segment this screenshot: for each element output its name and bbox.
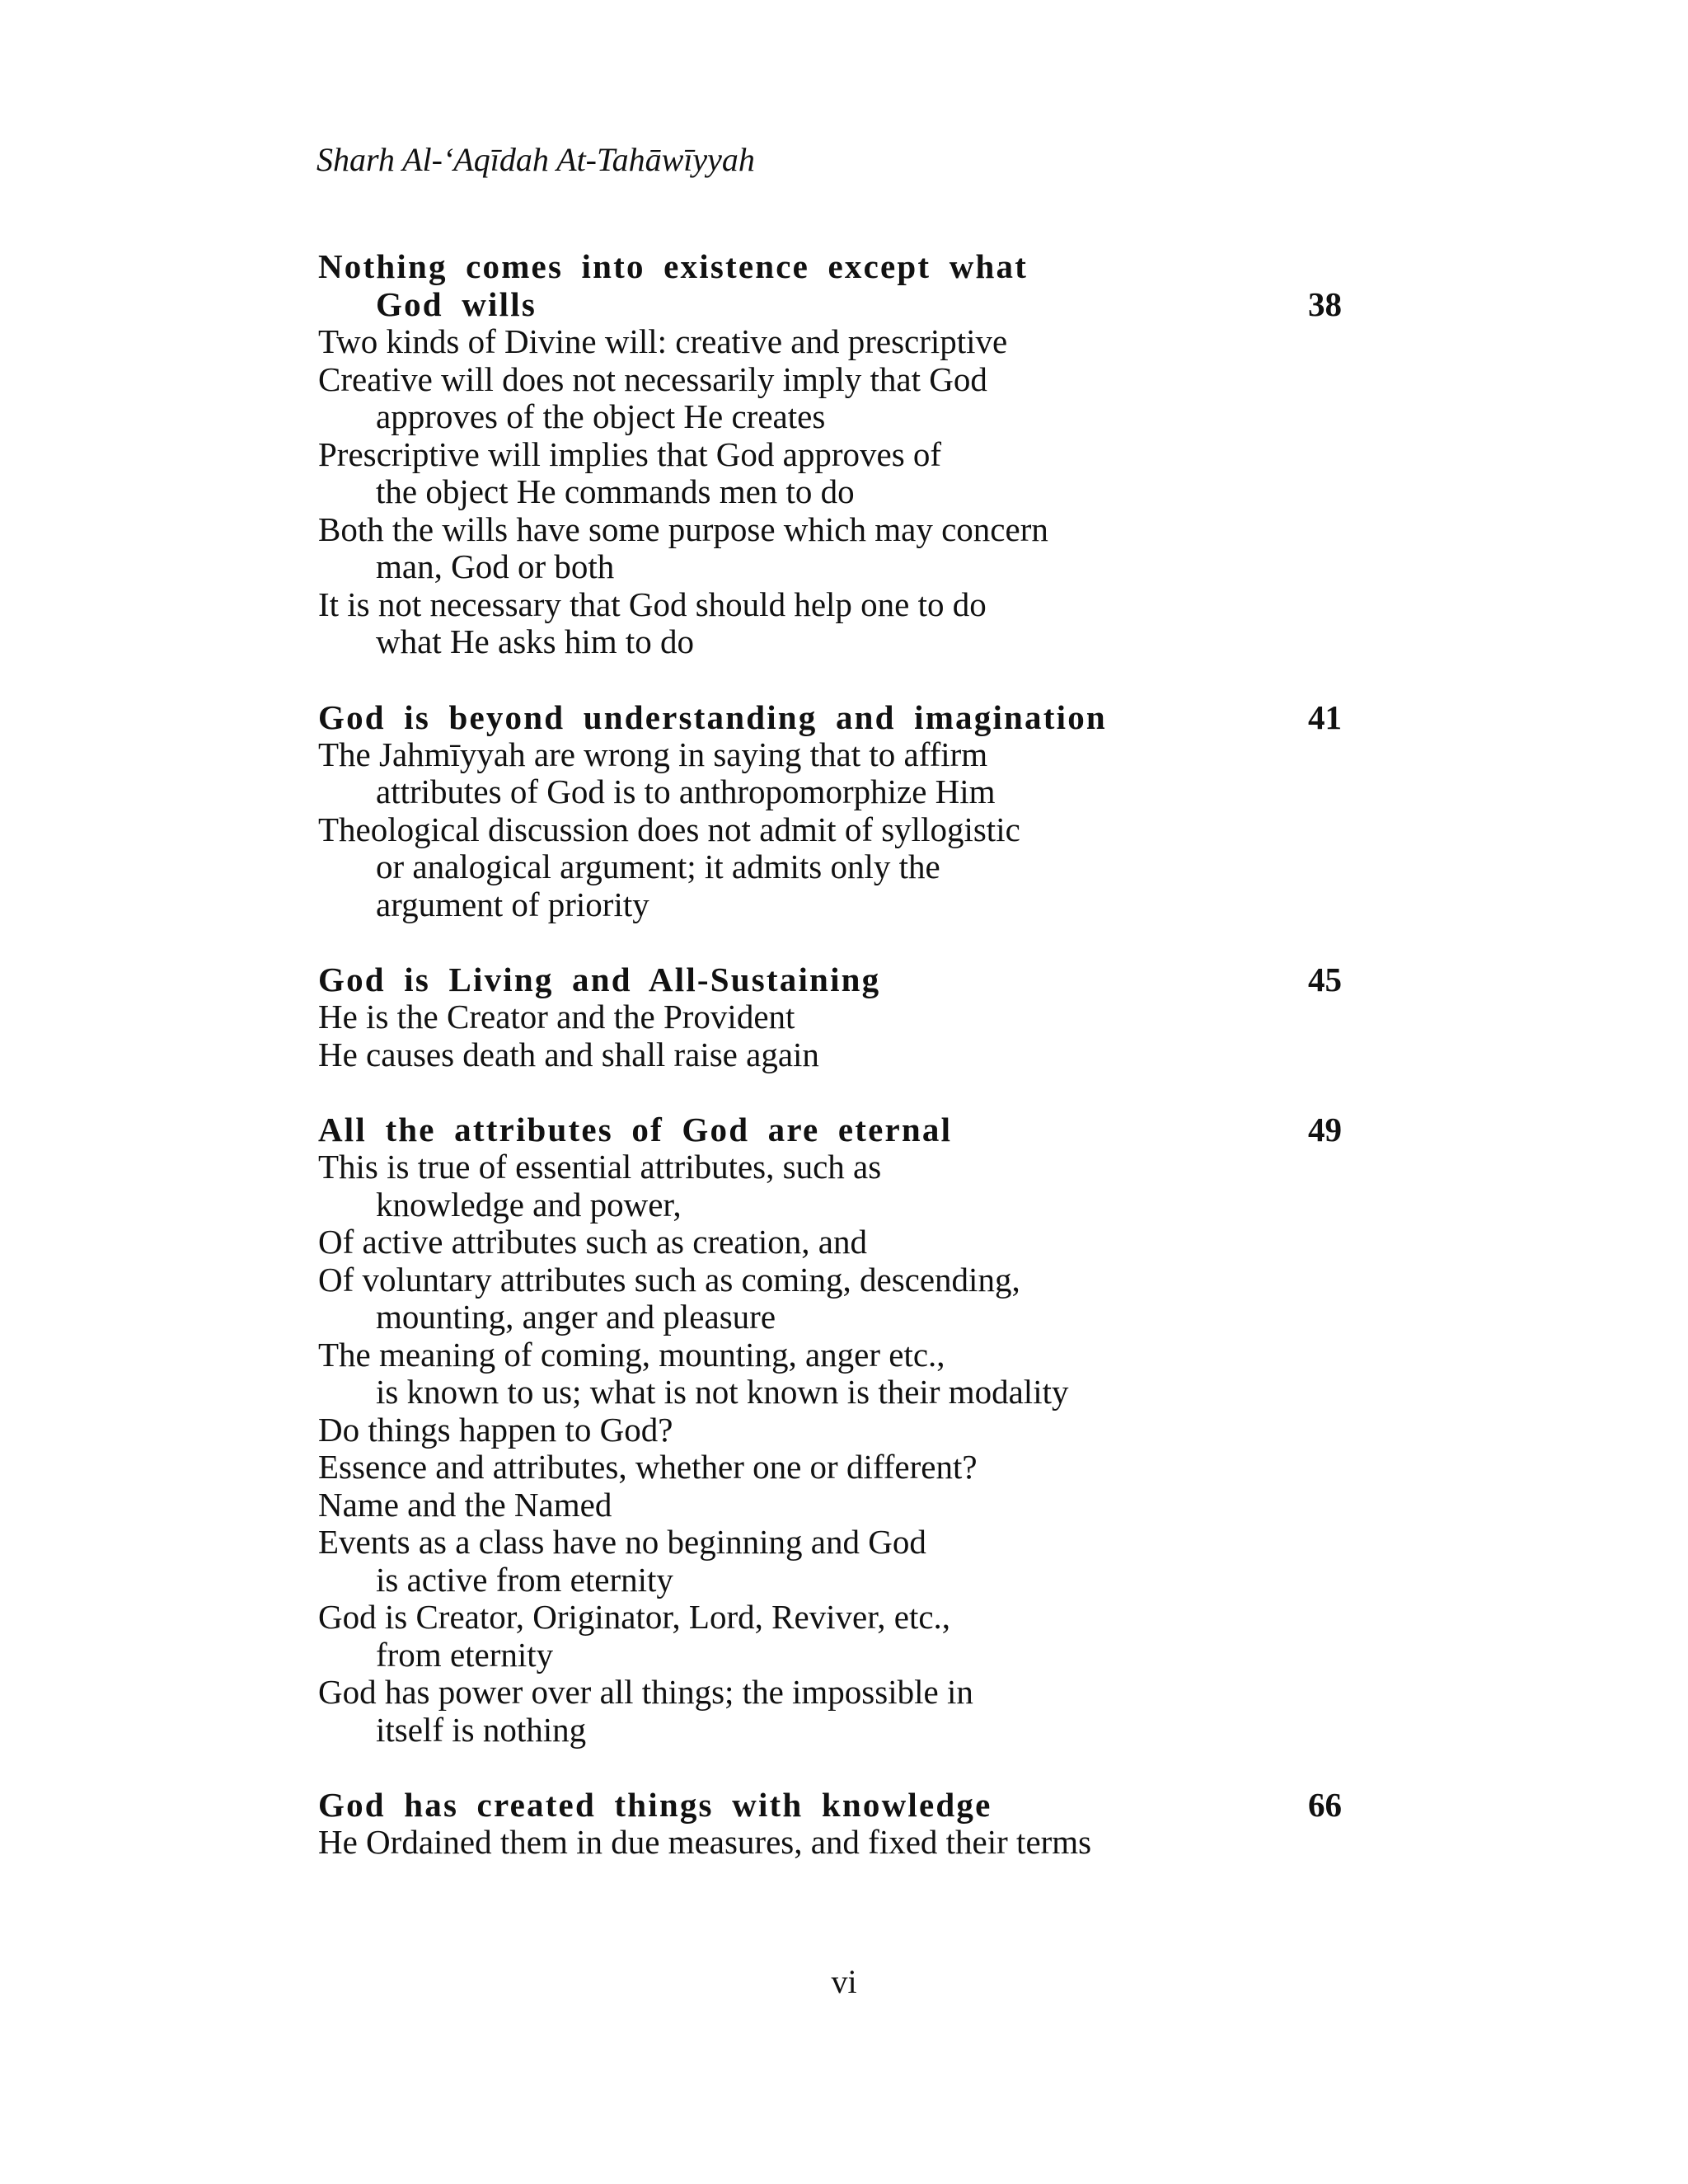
toc-entry [318, 361, 1357, 436]
section-page-number: 66 [1308, 1786, 1342, 1824]
entry-line: from eternity [376, 1635, 554, 1674]
entry-line: It is not necessary that God should help one to do [318, 585, 987, 623]
section-title [318, 960, 1250, 998]
section-page-number: 41 [1308, 697, 1342, 736]
toc-entry [318, 1674, 1357, 1749]
entry-line: He causes death and shall raise again [318, 1035, 819, 1073]
toc-entry [318, 1449, 1357, 1487]
toc-section [318, 698, 1357, 924]
entry-line: knowledge and power, [376, 1185, 682, 1224]
entry-line: Both the wills have some purpose which may concern [318, 510, 1048, 548]
toc-entry [318, 998, 1357, 1036]
entry-line: itself is nothing [376, 1710, 587, 1749]
toc-section [318, 1111, 1357, 1749]
page-folio: vi [831, 1963, 857, 2000]
entry-line: Theological discussion does not admit of syllogistic [318, 810, 1020, 848]
entry-line: Do things happen to God? [318, 1410, 673, 1449]
entry-line: attributes of God is to anthropomorphize Him [376, 773, 996, 810]
toc-entry [318, 1224, 1357, 1261]
toc-entry [318, 436, 1357, 511]
toc-section-heading [318, 247, 1357, 323]
entry-line: The meaning of coming, mounting, anger etc., [318, 1335, 945, 1374]
toc-entry [318, 811, 1357, 924]
entry-line: man, God or both [376, 547, 615, 585]
entry-line: Prescriptive will implies that God approves of [318, 434, 942, 473]
entry-line: Of active attributes such as creation, and [318, 1223, 867, 1261]
table-of-contents [318, 247, 1357, 1899]
entry-line: approves of the object He creates [376, 397, 826, 435]
toc-section-heading [318, 1111, 1357, 1148]
toc-entry [318, 1148, 1357, 1224]
entry-line: Name and the Named [318, 1485, 612, 1524]
toc-entry [318, 511, 1357, 586]
toc-entry [318, 323, 1357, 361]
toc-entry [318, 1524, 1357, 1599]
section-title-line: God is Living and All-Sustaining [318, 960, 881, 998]
toc-section [318, 247, 1357, 661]
entry-line: Events as a class have no beginning and God [318, 1523, 926, 1561]
entry-line: This is true of essential attributes, such as [318, 1148, 882, 1186]
entry-line: what He asks him to do [376, 622, 695, 660]
entry-line: or analogical argument; it admits only the [376, 848, 940, 885]
section-title [318, 698, 1250, 736]
toc-section-heading [318, 698, 1357, 736]
entry-line: Creative will does not necessarily imply that God [318, 359, 987, 398]
entry-line: is active from eternity [376, 1560, 673, 1599]
toc-section-heading [318, 1786, 1357, 1824]
toc-section-heading [318, 960, 1357, 998]
toc-entry [318, 1599, 1357, 1674]
section-page-number: 38 [1308, 285, 1342, 323]
entry-line: Essence and attributes, whether one or different? [318, 1448, 978, 1486]
section-page-number: 45 [1308, 960, 1342, 998]
section-title [318, 247, 1250, 323]
entry-line: Two kinds of Divine will: creative and prescriptive [318, 322, 1008, 360]
section-title [318, 1786, 1250, 1824]
toc-entry [318, 1411, 1357, 1449]
section-title-line: God is beyond understanding and imagination [318, 697, 1107, 736]
toc-entry [318, 1336, 1357, 1411]
section-page-number: 49 [1308, 1111, 1342, 1148]
entry-line: God has power over all things; the impossible in [318, 1673, 973, 1711]
entry-line: The Jahmīyyah are wrong in saying that to affirm [318, 735, 988, 773]
toc-entry [318, 1487, 1357, 1524]
entry-line: mounting, anger and pleasure [376, 1298, 776, 1336]
toc-entry [318, 736, 1357, 811]
running-header: Sharh Al-‘Aqīdah At-Tahāwīyyah [316, 141, 755, 178]
toc-entry [318, 1824, 1357, 1862]
entry-line: argument of priority [376, 885, 649, 923]
entry-line: Of voluntary attributes such as coming, descending, [318, 1260, 1020, 1299]
entry-line: God is Creator, Originator, Lord, Reviver, etc., [318, 1598, 951, 1636]
entry-line: He is the Creator and the Provident [318, 998, 795, 1036]
toc-section [318, 1786, 1357, 1862]
section-title-line: All the attributes of God are eternal [318, 1111, 953, 1148]
section-title-line: God wills [376, 285, 537, 323]
toc-section [318, 960, 1357, 1073]
entry-line: He Ordained them in due measures, and fixed their terms [318, 1823, 1092, 1861]
section-title-line: Nothing comes into existence except what [318, 247, 1029, 285]
toc-entry [318, 1036, 1357, 1074]
entry-line: is known to us; what is not known is their modality [376, 1373, 1069, 1411]
toc-entry [318, 1261, 1357, 1336]
toc-entry [318, 586, 1357, 661]
entry-line: the object He commands men to do [376, 472, 855, 510]
section-title-line: God has created things with knowledge [318, 1786, 992, 1824]
section-title [318, 1111, 1250, 1148]
